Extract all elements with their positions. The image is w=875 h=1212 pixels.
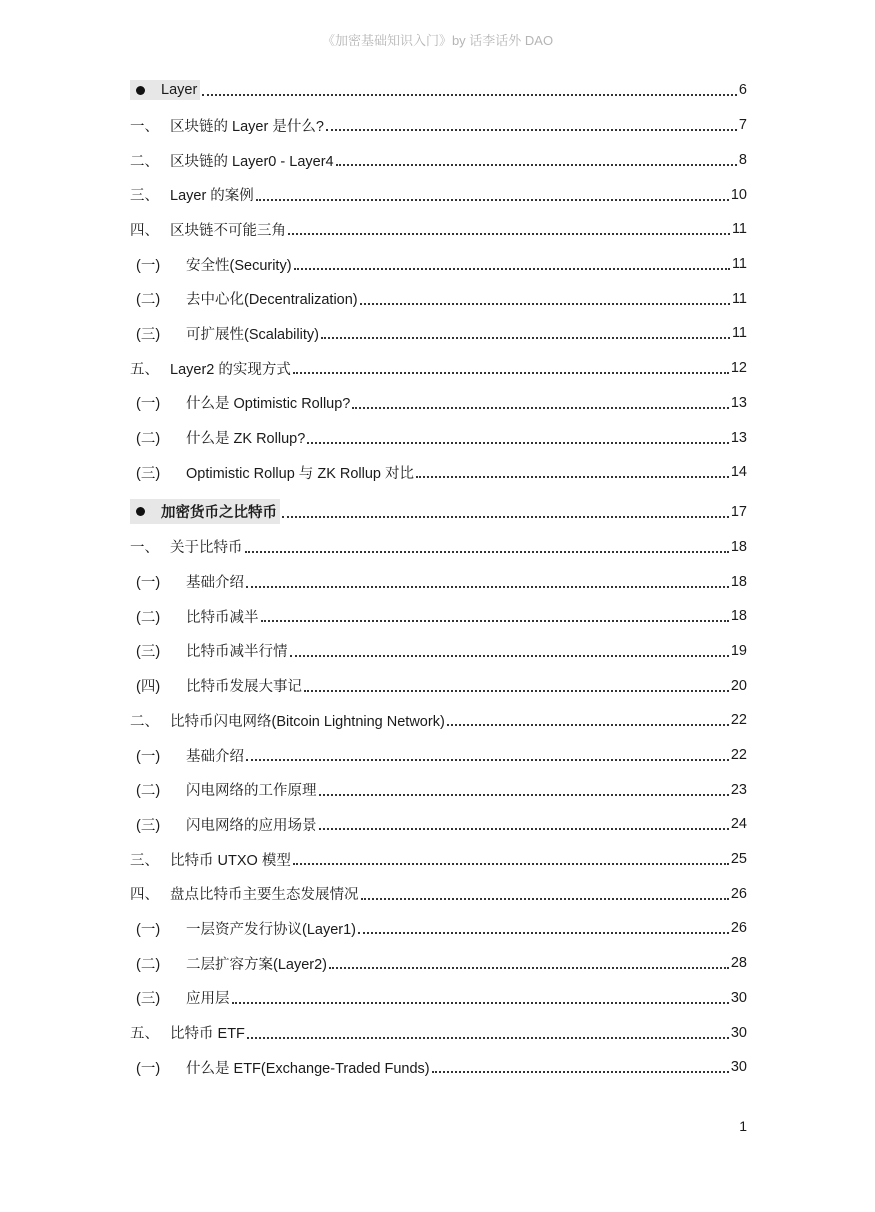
toc-entry[interactable] (130, 703, 747, 738)
dot-leader (326, 129, 737, 131)
toc-entry-number: (三) (136, 644, 161, 661)
toc-entry-page: 7 (738, 117, 747, 134)
dot-leader (307, 442, 729, 444)
toc-entry-page: 10 (730, 186, 747, 203)
toc-entry-page: 6 (738, 82, 747, 98)
toc-entry-page: 30 (730, 1059, 747, 1076)
toc-entry[interactable] (130, 876, 747, 911)
bullet-icon (136, 507, 145, 516)
toc-entry-number: 二、 (130, 713, 159, 730)
toc-entry-title: 二层扩容方案(Layer2) (186, 956, 327, 973)
toc-entry-number: (一) (136, 1060, 161, 1077)
toc-section-heading (130, 80, 200, 100)
toc-entry[interactable] (130, 177, 747, 212)
toc-entry-number: (二) (136, 292, 161, 309)
toc-entry[interactable] (130, 807, 747, 842)
toc-entry-number: (二) (136, 431, 161, 448)
toc-entry-number: (一) (136, 921, 161, 938)
toc-entry-page: 19 (730, 642, 747, 659)
toc-entry[interactable] (130, 455, 747, 490)
bullet-icon (136, 86, 145, 95)
toc-entry[interactable] (130, 738, 747, 773)
toc-entry[interactable] (130, 494, 747, 530)
toc-entry-title: 闪电网络的工作原理 (186, 783, 317, 800)
dot-leader (352, 407, 728, 409)
toc-entry[interactable] (130, 108, 747, 143)
toc-entry-number: (一) (136, 396, 161, 413)
toc-entry[interactable] (130, 351, 747, 386)
toc-entry-number: 三、 (130, 852, 159, 869)
toc-entry-number: 五、 (130, 1026, 159, 1043)
toc-entry-number: (三) (136, 326, 161, 343)
toc-entry-page: 30 (730, 1024, 747, 1041)
toc-entry-page: 13 (730, 429, 747, 446)
toc-entry-page: 22 (730, 747, 747, 764)
toc-entry-title: 区块链的 Layer 是什么? (170, 118, 324, 135)
toc-entry-number: (四) (136, 679, 161, 696)
toc-entry-number: 四、 (130, 887, 159, 904)
dot-leader (432, 1071, 729, 1073)
toc-entry-title: 可扩展性(Scalability) (186, 326, 319, 343)
toc-entry-page: 14 (730, 464, 747, 481)
toc-entry-title: 什么是 Optimistic Rollup? (186, 396, 351, 413)
dot-leader (261, 620, 729, 622)
toc-entry-page: 13 (730, 394, 747, 411)
table-of-contents (130, 72, 747, 1085)
toc-entry[interactable] (130, 247, 747, 282)
toc-entry-page: 24 (730, 816, 747, 833)
toc-entry-title: 关于比特币 (170, 540, 243, 557)
dot-leader (319, 794, 729, 796)
toc-entry-title: 什么是 ZK Rollup? (186, 431, 306, 448)
toc-entry-page: 18 (730, 608, 747, 625)
toc-entry-page: 18 (730, 538, 747, 555)
dot-leader (290, 655, 729, 657)
toc-entry-title: 去中心化(Decentralization) (186, 292, 358, 309)
toc-entry-number: 三、 (130, 188, 159, 205)
toc-entry[interactable] (130, 143, 747, 178)
toc-entry-number: (二) (136, 956, 161, 973)
toc-entry[interactable] (130, 420, 747, 455)
toc-entry-page: 30 (730, 989, 747, 1006)
toc-entry-page: 18 (730, 573, 747, 590)
toc-entry-title: Layer 的案例 (170, 188, 254, 205)
toc-entry-page: 12 (730, 360, 747, 377)
toc-entry-number: (二) (136, 609, 161, 626)
toc-entry[interactable] (130, 316, 747, 351)
toc-entry-page: 11 (731, 325, 747, 342)
toc-entry-number: (三) (136, 991, 161, 1008)
toc-entry-title: Layer (161, 82, 198, 98)
dot-leader (336, 164, 737, 166)
dot-leader (246, 586, 729, 588)
toc-entry-title: 加密货币之比特币 (161, 505, 277, 522)
dot-leader (282, 516, 729, 518)
dot-leader (293, 863, 729, 865)
toc-entry-number: (二) (136, 783, 161, 800)
toc-entry-title: 比特币闪电网络(Bitcoin Lightning Network) (170, 713, 445, 730)
toc-entry[interactable] (130, 564, 747, 599)
toc-entry-page: 26 (730, 885, 747, 902)
toc-entry-title: 基础介绍 (186, 748, 244, 765)
toc-entry-title: 安全性(Security) (186, 257, 292, 274)
toc-entry-page: 20 (730, 677, 747, 694)
toc-entry-page: 11 (731, 221, 747, 238)
toc-entry-title: 比特币 ETF (170, 1026, 245, 1043)
toc-entry-page: 25 (730, 851, 747, 868)
toc-section-heading (130, 499, 280, 524)
toc-entry-number: 一、 (130, 540, 159, 557)
dot-leader (319, 828, 729, 830)
toc-entry-title: 闪电网络的应用场景 (186, 817, 317, 834)
dot-leader (416, 476, 729, 478)
toc-entry-title: 比特币 UTXO 模型 (170, 852, 291, 869)
toc-entry-title: 比特币发展大事记 (186, 679, 302, 696)
toc-entry-number: (三) (136, 817, 161, 834)
toc-entry-page: 28 (730, 955, 747, 972)
toc-entry[interactable] (130, 946, 747, 981)
toc-entry-number: 五、 (130, 361, 159, 378)
toc-entry-number: 四、 (130, 222, 159, 239)
toc-entry[interactable] (130, 981, 747, 1016)
toc-entry-page: 17 (730, 503, 747, 520)
dot-leader (361, 898, 729, 900)
toc-entry-page: 11 (731, 256, 747, 273)
dot-leader (294, 268, 730, 270)
toc-entry-number: (一) (136, 748, 161, 765)
toc-entry-title: Optimistic Rollup 与 ZK Rollup 对比 (186, 465, 415, 482)
dot-leader (329, 967, 729, 969)
dot-leader (288, 233, 730, 235)
toc-entry-number: (一) (136, 575, 161, 592)
toc-entry-title: 基础介绍 (186, 575, 244, 592)
toc-entry-title: 什么是 ETF(Exchange-Traded Funds) (186, 1060, 430, 1077)
toc-entry[interactable] (130, 634, 747, 669)
toc-entry-page: 8 (738, 152, 747, 169)
toc-entry[interactable] (130, 386, 747, 421)
toc-entry[interactable] (130, 530, 747, 565)
dot-leader (321, 337, 730, 339)
dot-leader (447, 724, 729, 726)
toc-entry[interactable] (130, 842, 747, 877)
toc-entry-title: Layer2 的实现方式 (170, 361, 291, 378)
toc-entry-page: 23 (730, 781, 747, 798)
dot-leader (293, 372, 729, 374)
toc-entry-title: 区块链的 Layer0 - Layer4 (170, 153, 334, 170)
toc-entry-title: 盘点比特币主要生态发展情况 (170, 887, 359, 904)
dot-leader (246, 759, 729, 761)
dot-leader (256, 199, 729, 201)
toc-entry[interactable] (130, 1050, 747, 1085)
dot-leader (245, 551, 729, 553)
toc-entry-number: (三) (136, 465, 161, 482)
toc-entry[interactable] (130, 772, 747, 807)
toc-entry[interactable] (130, 72, 747, 108)
toc-entry-title: 比特币减半行情 (186, 644, 288, 661)
running-header: 《加密基础知识入门》by 话李话外 DAO (321, 33, 554, 48)
toc-entry[interactable] (130, 1015, 747, 1050)
dot-leader (358, 932, 729, 934)
toc-entry-page: 11 (731, 290, 747, 307)
dot-leader (232, 1002, 729, 1004)
toc-entry-title: 一层资产发行协议(Layer1) (186, 921, 356, 938)
toc-entry[interactable] (130, 599, 747, 634)
toc-entry-number: 二、 (130, 153, 159, 170)
toc-entry[interactable] (130, 212, 747, 247)
toc-entry-page: 26 (730, 920, 747, 937)
toc-entry[interactable] (130, 668, 747, 703)
toc-entry[interactable] (130, 281, 747, 316)
toc-entry-number: 一、 (130, 118, 159, 135)
dot-leader (360, 303, 730, 305)
toc-entry[interactable] (130, 911, 747, 946)
dot-leader (247, 1037, 729, 1039)
page-number: 1 (739, 1118, 747, 1134)
dot-leader (202, 94, 737, 96)
toc-entry-page: 22 (730, 712, 747, 729)
toc-entry-title: 比特币减半 (186, 609, 259, 626)
toc-entry-title: 区块链不可能三角 (170, 222, 286, 239)
toc-entry-title: 应用层 (186, 991, 230, 1008)
dot-leader (304, 690, 729, 692)
toc-entry-number: (一) (136, 257, 161, 274)
